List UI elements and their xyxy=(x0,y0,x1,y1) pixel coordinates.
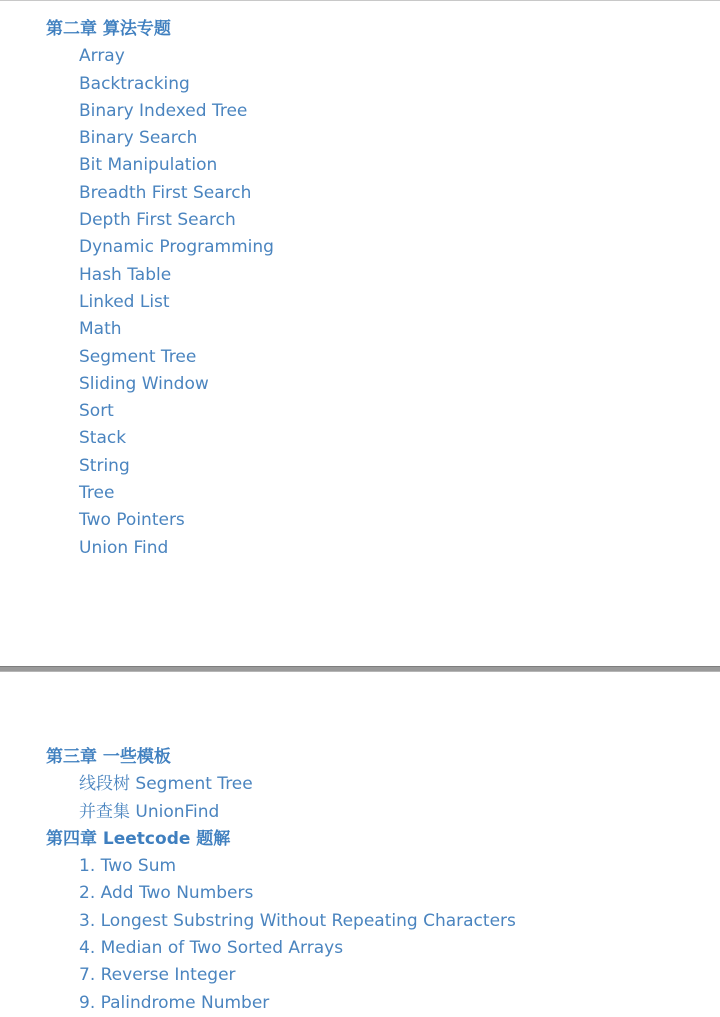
toc-link-label[interactable]: 9. Palindrome Number xyxy=(79,992,270,1013)
toc-link-label[interactable]: Hash Table xyxy=(79,264,172,285)
toc-link-sliding-window[interactable] xyxy=(0,371,720,398)
table-of-contents-page-2 xyxy=(0,744,720,1017)
toc-link-math[interactable] xyxy=(0,316,720,343)
toc-link-depth-first-search[interactable] xyxy=(0,207,720,234)
toc-link-label[interactable]: Binary Indexed Tree xyxy=(79,100,248,121)
toc-link-two-pointers[interactable] xyxy=(0,507,720,534)
toc-link-stack[interactable] xyxy=(0,425,720,452)
toc-link-label[interactable]: 3. Longest Substring Without Repeating Characters xyxy=(79,910,516,931)
toc-link-union-find-template[interactable] xyxy=(0,799,720,826)
toc-link-label[interactable]: 1. Two Sum xyxy=(79,856,177,877)
toc-link-label[interactable]: Segment Tree xyxy=(79,346,197,367)
toc-link-linked-list[interactable] xyxy=(0,289,720,316)
chapter-2-heading[interactable] xyxy=(0,16,720,43)
toc-link-segment-tree[interactable] xyxy=(0,344,720,371)
toc-link-label[interactable]: Tree xyxy=(79,483,115,504)
toc-link-label[interactable]: Backtracking xyxy=(79,73,190,94)
toc-link-backtracking[interactable] xyxy=(0,71,720,98)
toc-link-label[interactable]: Depth First Search xyxy=(79,210,236,231)
table-of-contents-page-1 xyxy=(0,16,720,562)
toc-link-label[interactable]: Sliding Window xyxy=(79,373,209,394)
toc-link-label[interactable]: 2. Add Two Numbers xyxy=(79,883,254,904)
toc-link-label[interactable]: Math xyxy=(79,319,122,340)
toc-link-dynamic-programming[interactable] xyxy=(0,234,720,261)
toc-link-label[interactable]: 并查集 UnionFind xyxy=(79,801,220,822)
toc-link-hash-table[interactable] xyxy=(0,262,720,289)
toc-link-sort[interactable] xyxy=(0,398,720,425)
toc-link-label[interactable]: String xyxy=(79,455,130,476)
toc-link-label[interactable]: 线段树 Segment Tree xyxy=(79,774,253,795)
toc-link-label[interactable]: Bit Manipulation xyxy=(79,155,218,176)
toc-link-breadth-first-search[interactable] xyxy=(0,180,720,207)
toc-link-tree[interactable] xyxy=(0,480,720,507)
toc-link-label[interactable]: Union Find xyxy=(79,537,169,558)
toc-link-binary-search[interactable] xyxy=(0,125,720,152)
toc-link-label[interactable]: 7. Reverse Integer xyxy=(79,965,236,986)
toc-link-longest-substring[interactable] xyxy=(0,908,720,935)
chapter-3-title[interactable]: 第三章 一些模板 xyxy=(46,747,171,767)
toc-link-label[interactable]: Array xyxy=(79,46,125,67)
toc-link-two-sum[interactable] xyxy=(0,853,720,880)
toc-link-label[interactable]: Binary Search xyxy=(79,128,198,149)
chapter-3-heading[interactable] xyxy=(0,744,720,771)
chapter-2-title[interactable]: 第二章 算法专题 xyxy=(46,19,171,39)
chapter-4-title[interactable]: 第四章 Leetcode 题解 xyxy=(46,828,231,849)
toc-link-label[interactable]: Sort xyxy=(79,401,114,422)
toc-link-union-find[interactable] xyxy=(0,535,720,562)
toc-link-array[interactable] xyxy=(0,43,720,70)
toc-link-median-two-sorted-arrays[interactable] xyxy=(0,935,720,962)
toc-link-label[interactable]: Dynamic Programming xyxy=(79,237,274,258)
toc-link-binary-indexed-tree[interactable] xyxy=(0,98,720,125)
toc-link-reverse-integer[interactable] xyxy=(0,962,720,989)
chapter-4-heading[interactable] xyxy=(0,826,720,853)
toc-link-palindrome-number[interactable] xyxy=(0,990,720,1017)
toc-link-label[interactable]: Breadth First Search xyxy=(79,182,252,203)
toc-link-label[interactable]: Stack xyxy=(79,428,127,449)
toc-link-label[interactable]: Two Pointers xyxy=(79,510,185,531)
toc-link-segment-tree-template[interactable] xyxy=(0,771,720,798)
toc-link-add-two-numbers[interactable] xyxy=(0,880,720,907)
toc-link-string[interactable] xyxy=(0,453,720,480)
toc-link-bit-manipulation[interactable] xyxy=(0,152,720,179)
toc-link-label[interactable]: 4. Median of Two Sorted Arrays xyxy=(79,938,344,959)
toc-link-label[interactable]: Linked List xyxy=(79,291,170,312)
